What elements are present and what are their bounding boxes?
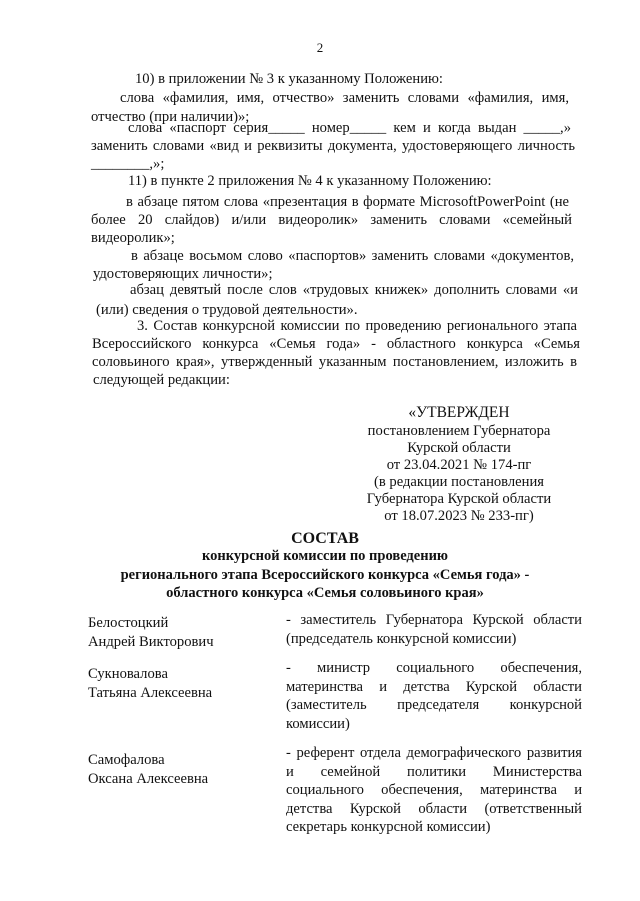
member-surname: Сукновалова [88,666,168,682]
paragraph-line: Всероссийского конкурса «Семья года» - областного конкурса «Семья [92,336,580,352]
paragraph-line: более 20 слайдов) и/или видеоролик» заменить словами «семейный [91,212,572,228]
member-surname: Белостоцкий [88,615,169,631]
approval-line: от 23.04.2021 № 174-пг [386,457,532,473]
approval-line: (в редакции постановления [374,474,544,490]
paragraph-line: отчество (при наличии)»; [91,109,250,125]
approval-line: постановлением Губернатора [367,423,551,439]
paragraph-line: ________,»; [91,156,165,172]
approval-heading: «УТВЕРЖДЕН [408,404,510,421]
paragraph-line: видеоролик»; [91,230,175,246]
title-line: областного конкурса «Семья соловьиного края» [166,585,484,601]
member-given-names: Татьяна Алексеевна [88,685,213,701]
paragraph-line: в абзаце восьмом слово «паспортов» заменить словами «документов, [131,248,574,264]
member-given-names: Оксана Алексеевна [88,771,209,787]
paragraph-line: следующей редакции: [93,372,230,388]
member-role: - министр социального обеспечения, материнства и детства Курской области (заместитель председателя конкурсной комиссии) [286,660,582,732]
approval-line: Курской области [407,440,511,456]
paragraph-line: слова «паспорт серия_____ номер_____ кем и когда выдан _____,» [128,120,571,136]
approval-line: Губернатора Курской области [366,491,552,507]
paragraph-line: соловьиного края», утвержденный указанным постановлением, изложить в [92,354,577,370]
page-number: 2 [316,40,324,55]
member-role: - референт отдела демографического развития и семейной политики Министерства социального обеспечения, материнства и детства Курской области (ответственный секретарь конкурсной комиссии) [286,745,582,835]
approval-line: от 18.07.2023 № 233-пг) [384,508,534,524]
paragraph-line: в абзаце пятом слова «презентация в формате MicrosoftPowerPoint (не [126,194,569,210]
paragraph-line: 11) в пункте 2 приложения № 4 к указанному Положению: [128,173,492,189]
document-title: СОСТАВ [291,530,359,547]
member-role: - заместитель Губернатора Курской области (председатель конкурсной комиссии) [286,612,582,647]
title-line: регионального этапа Всероссийского конкурса «Семья года» - [120,567,530,583]
member-given-names: Андрей Викторович [88,634,214,650]
paragraph-line: (или) сведения о трудовой деятельности». [96,302,358,318]
paragraph-line: слова «фамилия, имя, отчество» заменить словами «фамилия, имя, [120,90,569,106]
paragraph-line: абзац девятый после слов «трудовых книжек» дополнить словами «и [130,282,578,298]
title-line: конкурсной комиссии по проведению [202,548,448,564]
paragraph-line: 10) в приложении № 3 к указанному Положению: [135,71,443,87]
paragraph-line: заменить словами «вид и реквизиты документа, удостоверяющего личность [91,138,575,154]
member-surname: Самофалова [88,752,165,768]
paragraph-line: 3. Состав конкурсной комиссии по проведению регионального этапа [137,318,577,334]
paragraph-line: удостоверяющих личности»; [93,266,273,282]
